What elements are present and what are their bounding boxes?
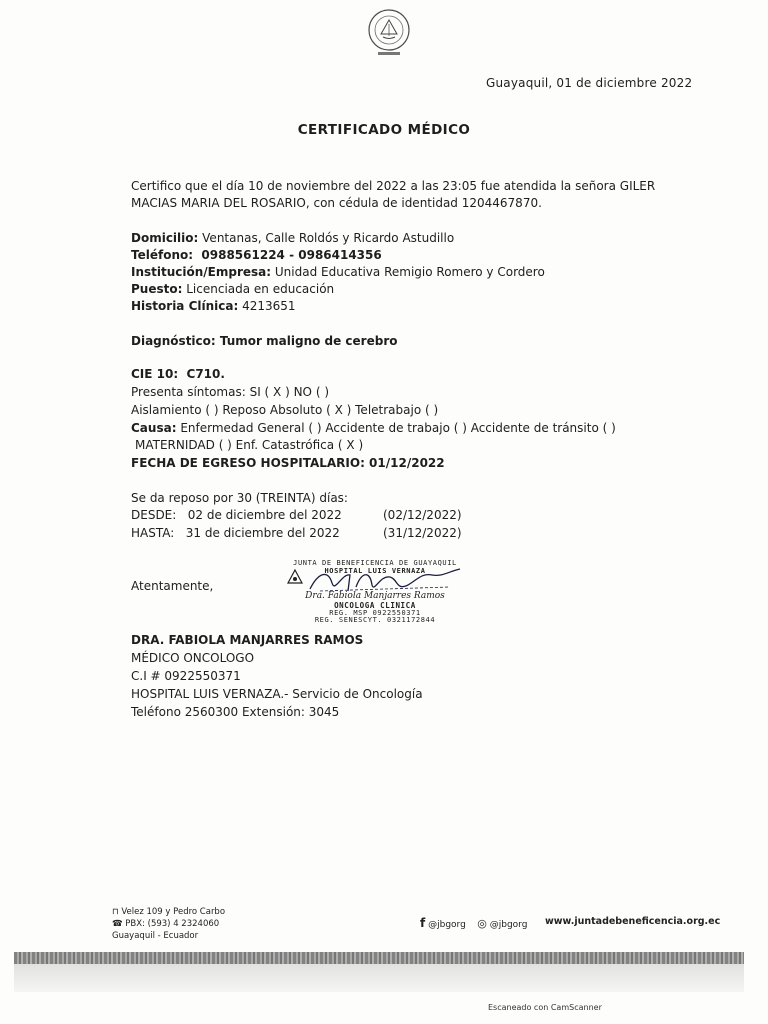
closing: Atentamente, — [131, 579, 214, 593]
stamp-name: Dra. Fabiola Manjarres Ramos — [305, 591, 445, 601]
puesto-value: Licenciada en educación — [186, 282, 335, 296]
institution-seal-icon — [356, 4, 422, 60]
doctor-ci: C.I # 0922550371 — [131, 669, 241, 683]
telefono-line — [131, 247, 382, 264]
footer-address-line — [112, 906, 225, 918]
hasta-value: 31 de diciembre del 2022 — [185, 526, 340, 540]
domicilio-label: Domicilio: — [131, 231, 199, 245]
document-title: CERTIFICADO MÉDICO — [297, 122, 471, 138]
causa-label: Causa: — [131, 421, 177, 435]
footer-pbx: PBX: (593) 4 2324060 — [125, 919, 220, 929]
historia-line — [131, 298, 296, 315]
maternidad-line: MATERNIDAD ( ) Enf. Catastrófica ( X ) — [135, 438, 364, 452]
hasta-label: HASTA: — [131, 526, 175, 540]
phone-icon: ☎ — [112, 919, 123, 929]
footer-instagram: @jbgorg — [489, 920, 528, 930]
place-date: Guayaquil, 01 de diciembre 2022 — [486, 76, 693, 90]
doctor-name: DRA. FABIOLA MANJARRES RAMOS — [131, 633, 364, 647]
scanner-watermark: Escaneado con CamScanner — [488, 1003, 602, 1012]
desde-label: DESDE: — [131, 508, 177, 522]
rest-intro: Se da reposo por 30 (TREINTA) días: — [131, 491, 348, 505]
footer-website: www.juntadebeneficencia.org.ec — [545, 916, 721, 927]
intro-paragraph: Certifico que el día 10 de noviembre del 2022 a las 23:05 fue atendida la señora GILER MACIAS MARIA DEL ROSARIO, con cédula de identidad 1204467870. — [131, 179, 656, 210]
doctor-title: MÉDICO ONCOLOGO — [131, 651, 255, 665]
doctor-phone: Teléfono 2560300 Extensión: 3045 — [131, 705, 340, 719]
cie-line — [131, 366, 225, 383]
footer-pbx-line — [112, 918, 225, 930]
egreso-line: FECHA DE EGRESO HOSPITALARIO: 01/12/2022 — [131, 456, 445, 470]
causa-value: Enfermedad General ( ) Accidente de trabajo ( ) Accidente de tránsito ( ) — [180, 421, 616, 435]
diagnosis-line — [131, 333, 398, 350]
scan-edge-band — [14, 952, 744, 964]
footer-address-block — [112, 906, 225, 942]
stamp-reg-senescyt: REG. SENESCYT. 0321172844 — [314, 616, 436, 624]
footer-address: Velez 109 y Pedro Carbo — [121, 907, 226, 917]
footer-social — [420, 916, 527, 930]
instagram-icon: ◎ — [477, 917, 487, 930]
stamp-role: ONCOLOGA CLINICA — [334, 601, 416, 610]
institucion-line — [131, 264, 545, 281]
causa-line — [131, 420, 616, 437]
stamp-line1: JUNTA DE BENEFICENCIA DE GUAYAQUIL — [293, 559, 457, 567]
domicilio-line — [131, 230, 454, 247]
desde-value: 02 de diciembre del 2022 — [187, 508, 342, 522]
facebook-icon: f — [420, 916, 426, 930]
historia-label: Historia Clínica: — [131, 299, 239, 313]
stamp-reg-msp: REG. MSP 0922550371 — [329, 609, 421, 617]
sintomas-line: Presenta síntomas: SI ( X ) NO ( ) — [131, 385, 329, 399]
hasta-line — [131, 525, 340, 542]
domicilio-value: Ventanas, Calle Roldós y Ricardo Astudillo — [202, 231, 455, 245]
aislamiento-line: Aislamiento ( ) Reposo Absoluto ( X ) Teletrabajo ( ) — [131, 403, 439, 417]
institucion-value: Unidad Educativa Remigio Romero y Cordero — [274, 265, 545, 279]
stamp-line2: HOSPITAL LUIS VERNAZA — [324, 567, 426, 575]
location-icon: ⊓ — [112, 907, 119, 917]
puesto-label: Puesto: — [131, 282, 183, 296]
desde-line — [131, 507, 342, 524]
desde-num: (02/12/2022) — [383, 508, 462, 522]
puesto-line — [131, 281, 334, 298]
institucion-label: Institución/Empresa: — [131, 265, 272, 279]
diagnosis-value: Tumor maligno de cerebro — [219, 334, 398, 348]
cie-value: C710. — [186, 367, 225, 381]
diagnosis-label: Diagnóstico: — [131, 334, 216, 348]
telefono-value: 0988561224 - 0986414356 — [201, 248, 382, 262]
cie-label: CIE 10: — [131, 367, 179, 381]
hasta-num: (31/12/2022) — [383, 526, 462, 540]
signature-stamp — [280, 557, 470, 627]
footer-city: Guayaquil - Ecuador — [112, 931, 199, 941]
footer-facebook: @jbgorg — [428, 920, 466, 930]
scan-shadow — [14, 964, 744, 992]
historia-value: 4213651 — [242, 299, 296, 313]
telefono-label: Teléfono: — [131, 248, 194, 262]
doctor-hospital: HOSPITAL LUIS VERNAZA.- Servicio de Oncología — [131, 687, 423, 701]
